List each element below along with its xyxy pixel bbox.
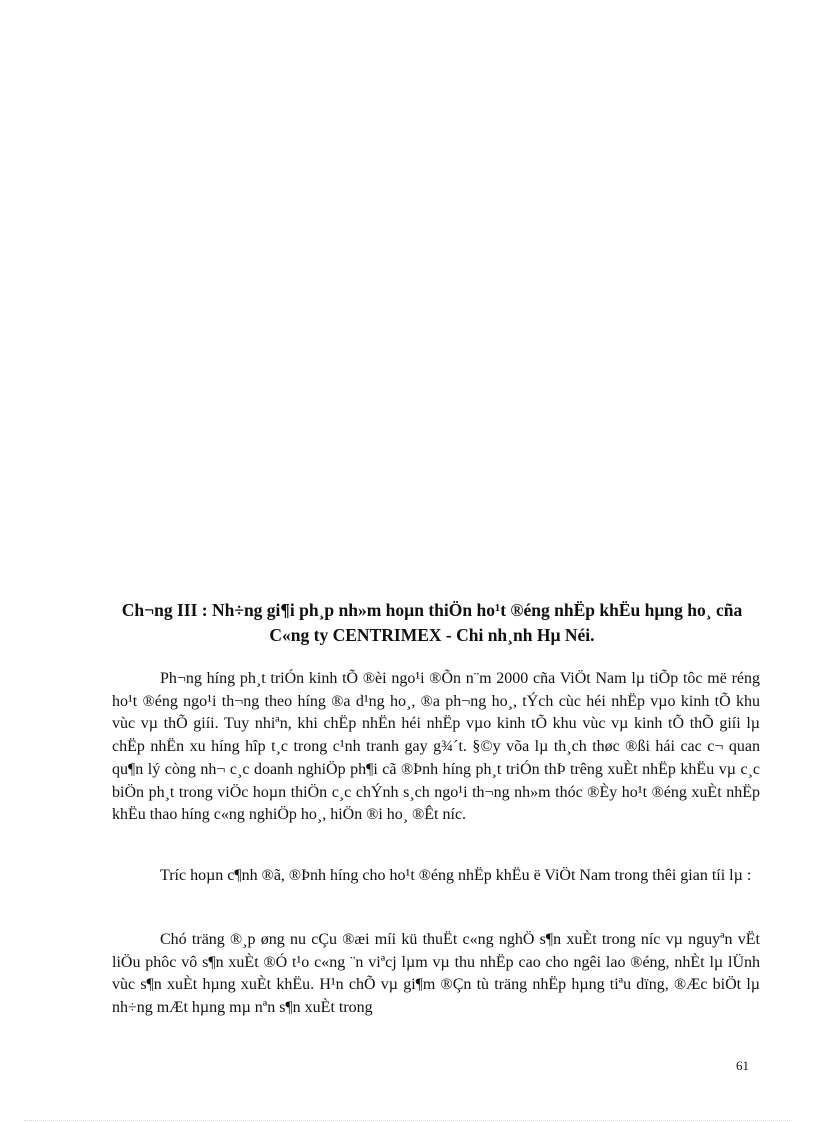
body-paragraph: Ph¬ng híng ph¸t triÓn kinh tÕ ®èi ngo¹i ®Õn n¨m 2000 cña ViÖt Nam lµ tiÕp tôc më réng ho¹t ®éng ngo¹i th¬ng theo híng ®a d¹ng ho¸, ®a ph¬ng ho¸, tÝch cùc héi nhËp vµo kinh tÕ khu vùc vµ thÕ giíi. Tuy nhiªn, khi chËp nhËn héi nhËp vµo kinh tÕ khu vùc vµ kinh tÕ thÕ giíi lµ chËp nhËn xu híng hîp t¸c trong c¹nh tranh gay g¾´t. §©y võa lµ th¸ch thøc ®ßi hái cac c¬ quan qu¶n lý còng nh¬ c¸c doanh nghiÖp ph¶i cã ®Þnh híng ph¸t triÓn thÞ trêng xuÈt nhËp khËu vµ c¸c biÖn ph¸t trong viÖc hoµn thiÖn c¸c chÝnh s¸ch ngo¹i th¬ng nh»m thóc ®Èy ho¹t ®éng xuÈt nhËp khËu thao híng c«ng nghiÖp ho¸, hiÖn ®i ho¸ ®Êt níc.: [112, 670, 760, 824]
footer-divider: [24, 1120, 792, 1121]
body-paragraph: Chó träng ®¸p øng nu cÇu ®æi míi kü thuËt c«ng nghÖ s¶n xuÈt trong níc vµ nguyªn vËt liÖu phôc vô s¶n xuÈt ®Ó t¹o c«ng ¨n viªcj lµm vµ thu nhËp cao cho ngêi lao ®éng, nhÈt lµ lÜnh vùc s¶n xuÈt hµng xuÈt khËu. H¹n chÕ vµ gi¶m ®Çn tù träng nhËp hµng tiªu dïng, ®Æc biÖt lµ nh÷ng mÆt hµng mµ nªn s¶n xuÈt trong: [112, 931, 760, 1017]
body-paragraph: Tríc hoµn c¶nh ®ã, ®Þnh híng cho ho¹t ®éng nhËp khËu ë ViÖt Nam trong thêi gian tíi lµ :: [160, 867, 752, 884]
page-number: 61: [736, 1058, 749, 1073]
chapter-title: Ch¬ng III : Nh÷ng gi¶i ph¸p nh»m hoµn thiÖn ho¹t ®éng nhËp khËu hµng ho¸ cña C«ng ty CENTRIMEX - Chi nh¸nh Hµ Néi.: [121, 600, 743, 645]
